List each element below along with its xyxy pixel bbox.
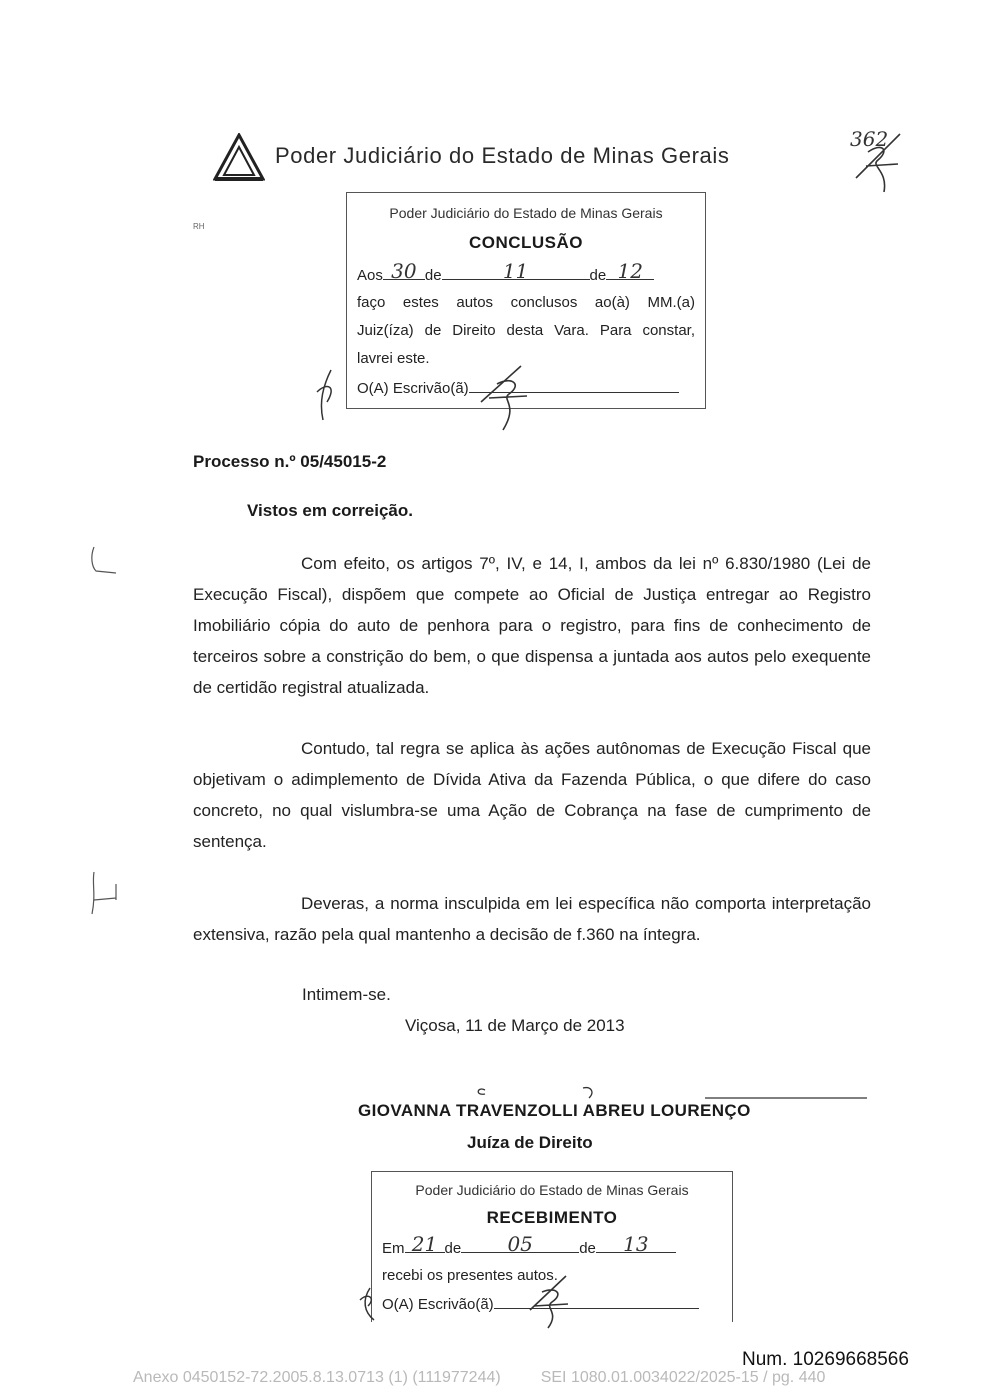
day-field <box>405 1232 445 1256</box>
closing: Intimem-se. <box>302 985 391 1004</box>
triangle-logo-icon <box>213 133 265 188</box>
clerk-label: O(A) Escrivão(ã) <box>357 380 469 397</box>
stamp-title: RECEBIMENTO <box>486 1208 618 1227</box>
stamp-text-line: lavrei este. <box>357 350 430 367</box>
annex-reference: Anexo 0450152-72.2005.8.13.0713 (1) (111977244) <box>133 1369 501 1386</box>
stamp-court-name: Poder Judiciário do Estado de Minas Gerais <box>415 1182 689 1198</box>
judge-title: Juíza de Direito <box>467 1133 593 1152</box>
court-header-title: Poder Judiciário do Estado de Minas Gerais <box>275 143 730 168</box>
stamp-title: CONCLUSÃO <box>468 233 584 252</box>
year-field <box>596 1232 676 1256</box>
process-number: Processo n.º 05/45015-2 <box>193 452 387 471</box>
heading: Vistos em correição. <box>247 501 413 520</box>
svg-text:362: 362 <box>850 127 889 151</box>
stamp-date-line <box>382 1232 676 1257</box>
clerk-label: O(A) Escrivão(ã) <box>382 1296 494 1313</box>
em-label: Em <box>382 1240 405 1257</box>
paragraph <box>193 548 871 703</box>
margin-pencil-mark <box>86 870 122 923</box>
month-field <box>442 259 590 283</box>
document-number: Num. 10269668566 <box>742 1349 909 1370</box>
stamp-text-line: recebi os presentes autos. <box>382 1267 558 1284</box>
margin-pencil-mark <box>88 545 120 582</box>
stamp-date-line <box>357 259 654 284</box>
stamp-text-line: Juiz(íza) de Direito desta Vara. Para constar, <box>357 322 695 339</box>
stamp-text-line: faço estes autos conclusos ao(à) MM.(a) <box>357 294 695 311</box>
paragraph-text: Com efeito, os artigos 7º, IV, e 14, I, ambos da lei nº 6.830/1980 (Lei de Execução Fiscal), dispõem que compete ao Oficial de Justiça entregar ao Registro Imobiliário cópia do auto de penhora para o registro, para fins de conhecimento de terceiros sobre a constrição do bem, o que dispensa a juntada aos autos pelo exequente de certidão registral atualizada. <box>193 554 871 697</box>
sei-reference: SEI 1080.01.0034022/2025-15 / pg. 440 <box>540 1369 826 1386</box>
place-date: Viçosa, 11 de Março de 2013 <box>405 1016 625 1035</box>
margin-mark: RH <box>193 222 205 231</box>
de-label: de <box>424 267 442 284</box>
paragraph-text: Contudo, tal regra se aplica às ações autônomas de Execução Fiscal que objetivam o adimplemento de Dívida Ativa da Fazenda Pública, o que difere do caso concreto, no qual vislumbra-se uma Ação de Cobrança na fase de cumprimento de sentença. <box>193 739 871 851</box>
handwritten-signature <box>354 1270 584 1335</box>
handwritten-signature <box>313 362 543 437</box>
de-label: de <box>589 267 607 284</box>
paragraph-text: Deveras, a norma insculpida em lei específica não comporta interpretação extensiva, razão pela qual mantenho a decisão de f.360 na íntegra. <box>193 894 871 944</box>
day-value: 21 <box>411 1232 438 1256</box>
de-label: de <box>444 1240 462 1257</box>
year-value: 12 <box>617 259 643 283</box>
handwritten-page-number <box>848 120 908 200</box>
month-value: 05 <box>507 1232 533 1256</box>
day-value: 30 <box>391 259 417 283</box>
footer-reference <box>133 1369 825 1387</box>
de-label: de <box>579 1240 596 1257</box>
stamp-court-name: Poder Judiciário do Estado de Minas Gerais <box>389 205 663 221</box>
year-field <box>606 259 654 283</box>
month-value: 11 <box>502 259 529 283</box>
paragraph <box>193 888 871 950</box>
day-field <box>383 259 425 283</box>
judge-name: GIOVANNA TRAVENZOLLI ABREU LOURENÇO <box>358 1101 751 1120</box>
paragraph <box>193 733 871 857</box>
year-value: 13 <box>623 1232 649 1256</box>
month-field <box>461 1232 579 1256</box>
aos-label: Aos <box>357 267 383 284</box>
